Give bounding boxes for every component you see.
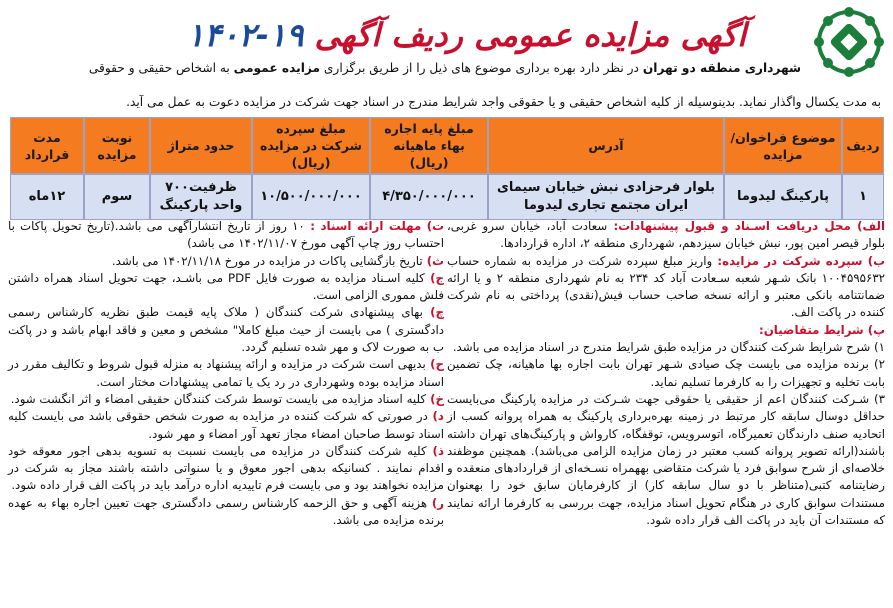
item-th (8, 253, 444, 270)
item-j-head: ج) (424, 270, 444, 285)
header-address: آدرس (488, 117, 724, 174)
item-b (447, 253, 885, 322)
item-t-head: ت) مهلت ارائه اسناد : (304, 219, 444, 233)
header-base-rent: مبلغ پایه اجاره بهاء ماهیانه (ریال) (370, 117, 488, 174)
tehran-municipality-logo (813, 6, 885, 78)
item-t-text: ۱۰ روز از تاریخ انتشارآگهی می باشد.(تاریخ تحویل پاکات با احتساب روز چاپ آگهی مورخ ۱۴۰۲/۱۱/۰۷ می باشد) (8, 219, 444, 251)
intro-line2: به مدت یکسال واگذار نماید. بدینوسیله از کلیه اشخاص حقیقی و یا حقوقی واجد شرایط مندرج در اسناد جهت شرکت در مزایده دعوت به عمل می آید. (126, 95, 881, 109)
item-j (8, 270, 444, 305)
header-area: حدود متراژ (150, 117, 252, 174)
item-a-text: سعادت آباد، خیابان سرو غربی، بلوار قیصر امین پور، نبش خیابان سیزدهم، شهرداری منطقه ۲، اداره قراردادها. (447, 219, 885, 251)
item-p2: ۲) برنده مزایده می بایست چک صیادی شـهر تهران بابت اجاره بها ماهیانه، چک تضمین بابت تخلیه و تجهیزات را به کارفرما تسلیم نماید. (447, 357, 885, 389)
table-row (10, 174, 884, 220)
item-ch-text: بهای پیشنهادی شرکت کنندگان ( ملاک پایه قیمت طبق نظریه کارشناس رسمی دادگستری ) می بایست از حیث مبلغ کاملا" مشخص و معین و فاقد ابهام باشد و در پاکت ب به صورت لاک و مهر شده تسلیم گردد. (8, 305, 444, 355)
item-p3: ۳) شـرکت کنندگان اعم از حقیقی یا حقوقی جهت شـرکت در مزایده پارکینگ می‌بایست حداقل دوسال سابقه کار مرتبط در زمینه بهره‌برداری پارکینگ به همراه پروانه کسب از اتحادیه صنف دارندگان تعمیرگاه، اتوسرویس، توقفگاه، کارواش و پارکینگ‌های تهران داشته باشند(ارائه تصویر پروانه کسب معتبر در زمان مزایده الزامی می‌باشد). همچنین موظفند خلاصه‌ای از شرح سوابق فرد یا شرکت متقاضی بههمراه نسـخه‌ای از قراردادهای منعقده و رضایتنامه کتبی(متناظر با دو سال سابقه کار) از کارفرمایان سابق خود را بهعنوان مستندات سوابق کاری در هنگام تحویل اسناد مزایده، جهت بررسی به کارفرما ارائه نمایند که مستندات آن باید در پاکت الف قرار داده شود. (447, 391, 885, 528)
item-d-head: د) (427, 409, 444, 424)
item-kh (8, 391, 444, 408)
item-r-text: هزینه آگهی و حق الزحمه کارشناس رسمی دادگستری جهت تعیین اجاره بهاء به عهده برنده مزایده می باشد. (8, 495, 444, 528)
auction-table (10, 117, 884, 220)
item-j-text: کلیه اسـناد مزایده به صورت فایل PDF می باشـد، جهت تحویل اسناد همراه داشتن فلش مموری الزامی است. (8, 270, 444, 303)
item-t (8, 218, 444, 253)
item-p1: ۱) شرح شرایط شرکت کنندگان در مزایده طبق شرایط مندرج در اسناد مزایده می باشد. (452, 340, 885, 355)
header-row-number: ردیف (842, 117, 884, 174)
cell-round: سوم (84, 174, 150, 220)
item-p-head: پ) شرایط متقاضیان: (759, 322, 885, 337)
cell-address: بلوار فرحزادی نبش خیابان سیمای ایران مجتمع تجاری لیدوما (488, 174, 724, 220)
header-deposit: مبلغ سپرده شرکت در مزایده (ریال) (252, 117, 370, 174)
table-header-row (10, 117, 884, 174)
intro-line1-b: مزایده عمومی (233, 61, 321, 75)
item-a-head: الف) محل دریافت اسـناد و قبول پیشنهادات: (607, 219, 885, 233)
header-duration: مدت قرارداد (10, 117, 84, 174)
header-subject: موضوع فراخوان/مزایده (724, 117, 842, 174)
item-kh-text: کلیه اسناد مزایده می بایست توسط شرکت کنندگان حقیقی امضاء و اثر انگشت شود. (10, 391, 426, 406)
item-r-head: ر) (427, 495, 445, 510)
title-main: آگهی مزایده عمومی ردیف آگهی (314, 16, 747, 54)
cell-base-rent: ۴/۳۵۰/۰۰۰/۰۰۰ (370, 174, 488, 220)
cell-area: ظرفیت۷۰۰ واحد پارکینگ (150, 174, 252, 220)
page-title (150, 12, 783, 58)
item-r (8, 495, 444, 530)
intro-paragraph (12, 60, 801, 77)
cell-row-number: ۱ (842, 174, 884, 220)
intro-line1-a: در نظر دارد بهره برداری موضوع های ذیل را از طریق برگزاری (320, 61, 643, 75)
cell-subject: پارکینگ لیدوما (724, 174, 842, 220)
item-h-text: بدیهی است شرکت در مزایده و ارائه پیشنهاد به منزله قبول شروط و تکالیف مقرر در اسناد مزایده بوده وشهرداری در رد یک یا تمامی پیشنهادات مختار است. (8, 357, 444, 389)
intro-line1-c: به اشخاص حقیقی و حقوقی (88, 61, 234, 75)
item-d (8, 408, 444, 443)
conditions-right-column (447, 218, 885, 529)
item-z-text: کلیه شرکت کنندگان در مزایده می بایست نسبت به تسویه بدهی اجور معوقه خود اقدام نمایند . کسانیکه بدهی اجور معوق و یا سنواتی داشته باشند مجاز به شرکت در مزایده نخواهند بود و می بایست فرم تاییدیه اداره درآمد باید در پاکت الف قرار داده شود. (8, 443, 444, 493)
item-th-head: ث) (422, 253, 444, 268)
item-a (447, 218, 885, 253)
item-b-text: واریز مبلغ سپرده شرکت در مزایده به شماره حساب ۱۰۰۴۵۹۵۶۳۲ بانک شـهر شعبه سـعادت آباد کد ۲۳۴ به نام شهرداری منطقه ۲ و یا ارائه ضمانتنامه بانکی معتبر و ارائه نسخه صاحب حساب فیش(نقدی) پرداختی به نام شرکت کننده در پاکت الف. (447, 253, 886, 320)
item-z-head: ذ) (426, 443, 444, 458)
item-ch-head: چ) (422, 305, 444, 320)
item-h-head: ح) (425, 357, 444, 372)
header-round: نوبت مزایده (84, 117, 150, 174)
item-kh-head: خ) (425, 391, 444, 406)
cell-duration: ۱۲ماه (10, 174, 84, 220)
item-h (8, 356, 444, 391)
conditions-left-column (8, 218, 444, 529)
intro-org: شهرداری منطقه دو تهران (642, 61, 801, 75)
item-z (8, 443, 444, 495)
item-ch (8, 304, 444, 356)
title-number: ۱۹-۱۴۰۲ (186, 16, 304, 54)
item-th-text: تاریخ بازگشایی پاکات در مزایده در مورخ ۱۴۰۲/۱۱/۱۸ می باشد. (111, 253, 423, 268)
item-b-head: ب) سپرده شرکت در مزایده: (712, 253, 885, 268)
item-d-text: در صورتی که شرکت کننده در مزایده به صورت شخص حقوقی باشد می بایست کلیه اسناد توسط صاحبان امضاء مجاز تعهد آور امضاء و مهر شود. (8, 409, 444, 441)
cell-deposit: ۱۰/۵۰۰/۰۰۰/۰۰۰ (252, 174, 370, 220)
